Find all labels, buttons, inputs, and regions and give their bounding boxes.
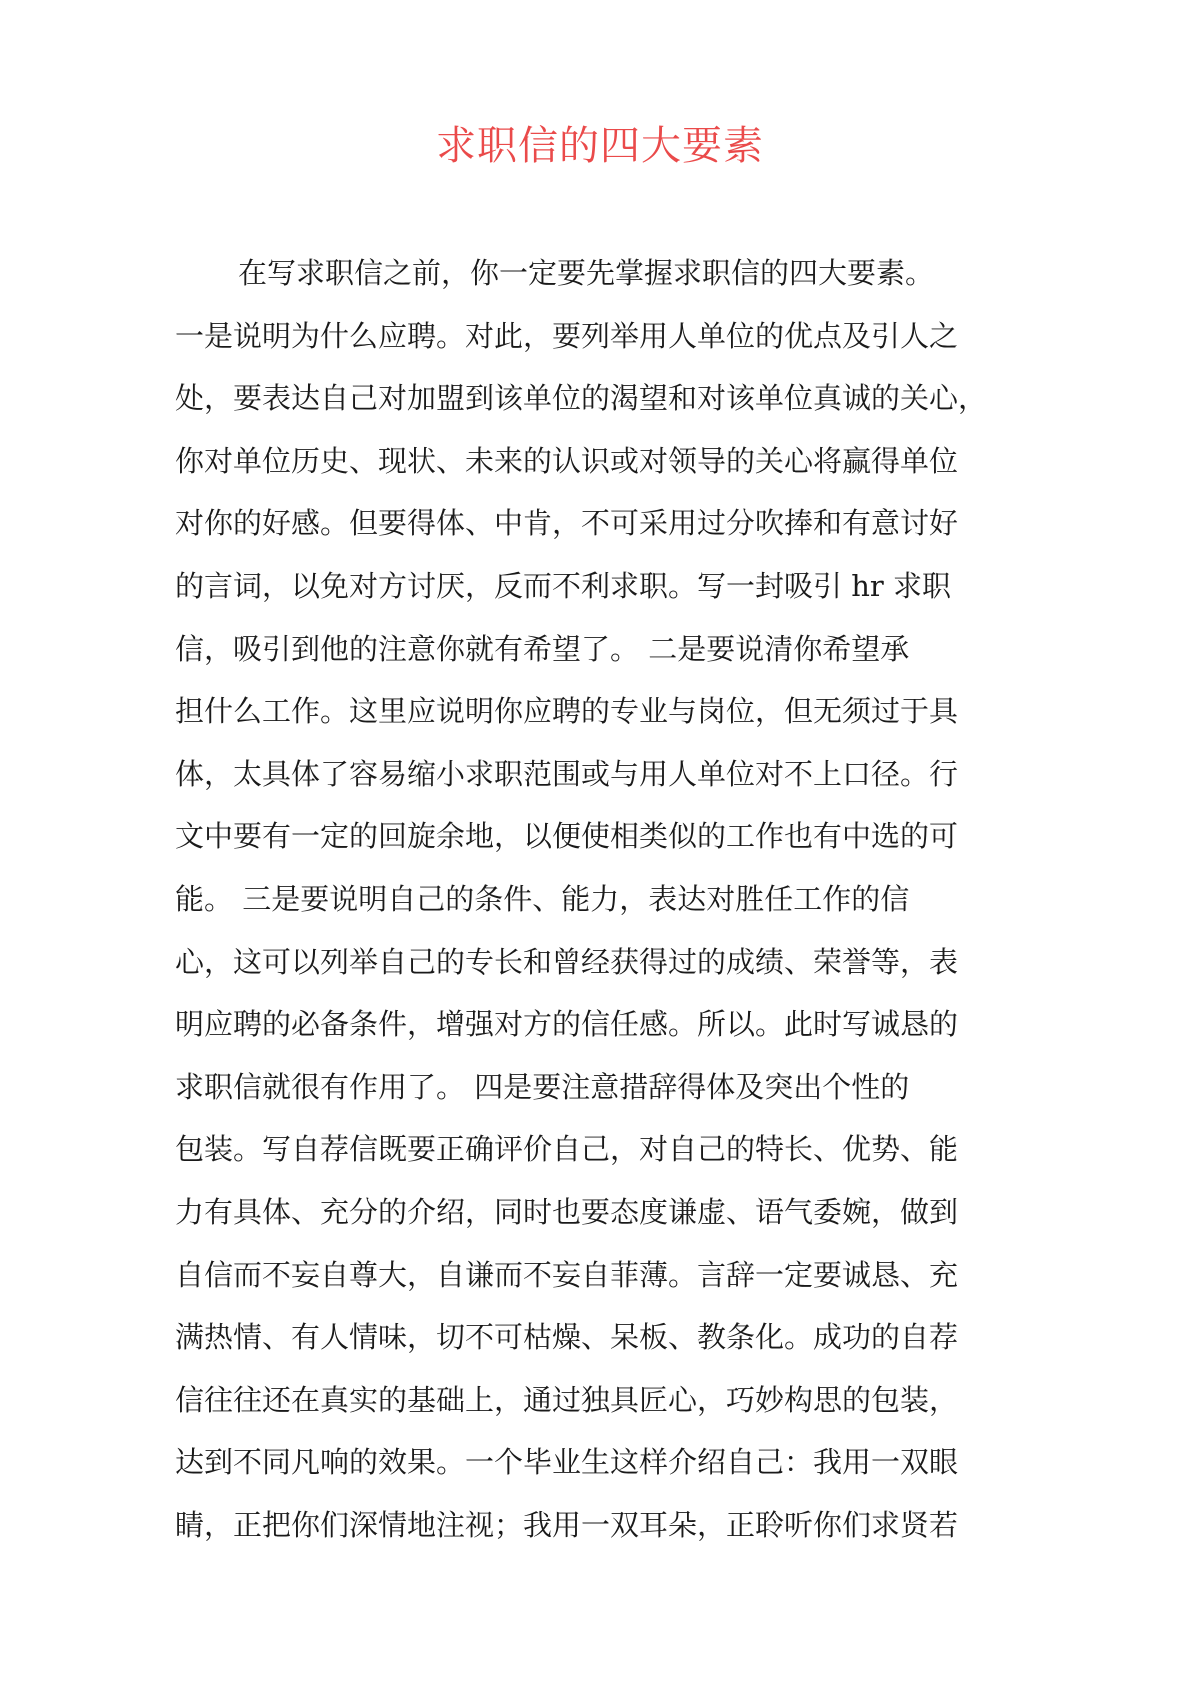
body-line: 处，要表达自己对加盟到该单位的渴望和对该单位真诚的关心， — [175, 381, 988, 416]
body-line: 自信而不妄自尊大，自谦而不妄自菲薄。言辞一定要诚恳、充 — [175, 1257, 959, 1292]
body-line: 信往往还在真实的基础上，通过独具匠心，巧妙构思的包装， — [175, 1382, 959, 1417]
body-line: 文中要有一定的回旋余地，以便使相类似的工作也有中选的可 — [175, 819, 959, 854]
body-line: 体，太具体了容易缩小求职范围或与用人单位对不上口径。行 — [175, 756, 959, 791]
document-title: 求职信的四大要素 — [436, 123, 764, 169]
body-line: 睛，正把你们深情地注视；我用一双耳朵，正聆听你们求贤若 — [175, 1507, 959, 1542]
body-line: 满热情、有人情味，切不可枯燥、呆板、教条化。成功的自荐 — [175, 1320, 959, 1355]
document-body — [175, 242, 1045, 1556]
body-line: 能。 三是要说明自己的条件、能力，表达对胜任工作的信 — [175, 881, 910, 916]
body-line: 对你的好感。但要得体、中肯，不可采用过分吹捧和有意讨好 — [175, 506, 959, 541]
body-line: 力有具体、充分的介绍，同时也要态度谦虚、语气委婉，做到 — [175, 1194, 959, 1229]
body-line: 包装。写自荐信既要正确评价自己，对自己的特长、优势、能 — [175, 1132, 959, 1167]
body-line: 达到不同凡响的效果。一个毕业生这样介绍自己：我用一双眼 — [175, 1445, 959, 1480]
body-line: 在写求职信之前，你一定要先掌握求职信的四大要素。 — [238, 256, 935, 290]
body-line: 信，吸引到他的注意你就有希望了。 二是要说清你希望承 — [175, 631, 910, 666]
body-line: 明应聘的必备条件，增强对方的信任感。所以。此时写诚恳的 — [175, 1007, 959, 1042]
body-line: 担什么工作。这里应说明你应聘的专业与岗位，但无须过于具 — [175, 694, 959, 729]
body-line: 一是说明为什么应聘。对此，要列举用人单位的优点及引人之 — [175, 318, 959, 353]
body-line: 求职信就很有作用了。 四是要注意措辞得体及突出个性的 — [175, 1069, 910, 1104]
body-line: 的言词，以免对方讨厌，反而不利求职。写一封吸引 hr 求职 — [175, 568, 951, 603]
body-line: 心，这可以列举自己的专长和曾经获得过的成绩、荣誉等，表 — [175, 944, 959, 979]
body-line: 你对单位历史、现状、未来的认识或对领导的关心将赢得单位 — [175, 443, 959, 478]
